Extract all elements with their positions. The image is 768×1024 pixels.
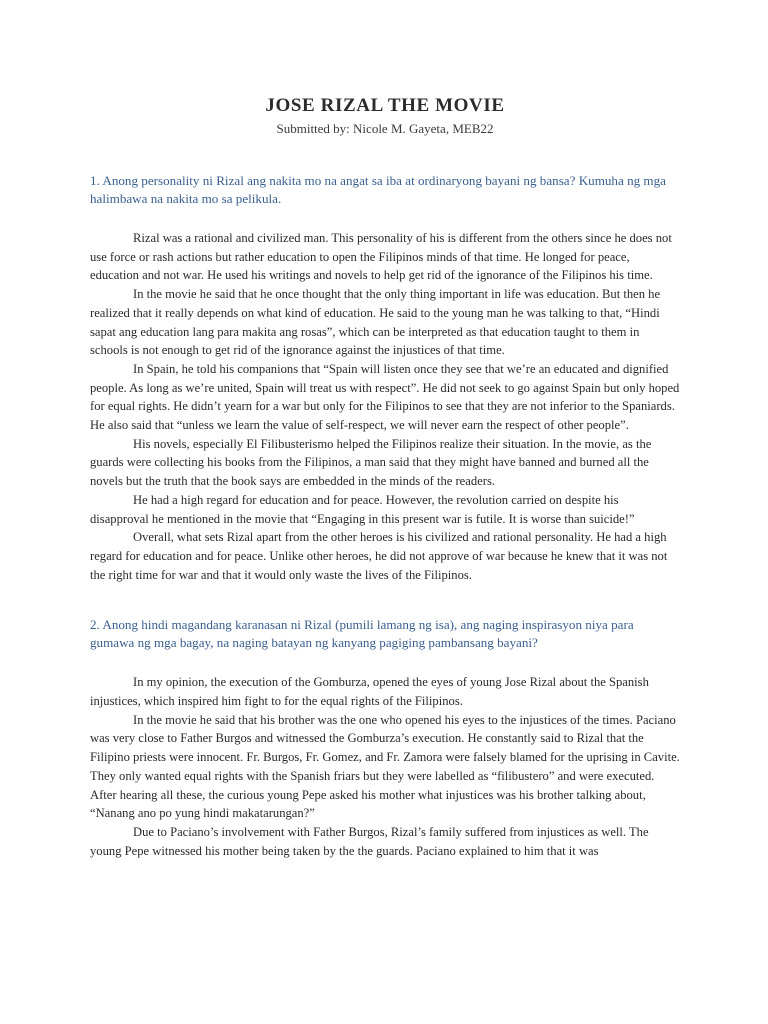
paragraph: In Spain, he told his companions that “Spain will listen once they see that we’re an educated and dignified people. As long as we’re united, Spain will treat us with respect”. He did not seek to go against Spain but only hoped for equal rights. He didn’t yearn for a war but only for the Filipinos to see that they are not inferior to the Spaniards. He also said that “unless we learn the value of self-respect, we will never earn the respect of other people”. [90, 361, 680, 433]
paragraph: He had a high regard for education and for peace. However, the revolution carried on despite his disapproval he mentioned in the movie that “Engaging in this present war is futile. It is worse than suicide!” [90, 492, 635, 526]
author-line: Submitted by: Nicole M. Gayeta, MEB22 [276, 121, 494, 136]
section-2 [90, 616, 680, 860]
section-1 [90, 172, 680, 584]
paragraph: In the movie he said that his brother was the one who opened his eyes to the injustices of the times. Paciano was very close to Father Burgos and witnessed the Gomburza’s execution. He constantly said to Rizal that the Filipino priests were innocent. Fr. Burgos, Fr. Gomez, and Fr. Zamora were falsely blamed for the uprising in Cavite. They only wanted equal rights with the Spanish friars but they were labelled as “filibustero” and were executed. After hearing all these, the curious young Pepe asked his mother what injustices was his brother talking about, “Nanang ano po yung hindi makatarungan?” [90, 712, 680, 821]
paragraph: His novels, especially El Filibusterismo helped the Filipinos realize their situation. In the movie, as the guards were collecting his books from the Filipinos, a man said that they might have banned and burned all the novels but the truth that the book says are embedded in the minds of the readers. [90, 436, 652, 489]
paragraph: Overall, what sets Rizal apart from the other heroes is his civilized and rational personality. He had a high regard for education and for peace. Unlike other heroes, he did not approve of war because he knew that it was not the right time for war and that it would only waste the lives of the Filipinos. [90, 530, 668, 582]
paragraph: In the movie he said that he once thought that the only thing important in life was education. But then he realized that it really depends on what kind of education. He said to the young man he was talking to that, “Hindi sapat ang education lang para makita ang rosas”, which can be interpreted as that education taught to them in schools is not enough to get rid of the ignorance against the injustices of that time. [90, 287, 661, 358]
page-title: JOSE RIZAL THE MOVIE [265, 95, 505, 116]
question-2: 2. Anong hindi magandang karanasan ni Rizal (pumili lamang ng isa), ang naging inspirasyon niya para gumawa ng mga bagay, na naging batayan ng kanyang pagiging pambansang bayani? [90, 617, 634, 651]
answer-1 [90, 229, 680, 584]
paragraph: Due to Paciano’s involvement with Father Burgos, Rizal’s family suffered from injustices as well. The young Pepe witnessed his mother being taken by the the guards. Paciano explained to him that it was [90, 824, 649, 858]
paragraph: Rizal was a rational and civilized man. This personality of his is different from the others since he does not use force or rash actions but rather education to open the Filipinos minds of that time. He longed for peace, education and not war. He used his writings and novels to help get rid of the ignorance of the Filipinos his time. [90, 231, 672, 283]
answer-2 [90, 673, 680, 860]
paragraph: In my opinion, the execution of the Gomburza, opened the eyes of young Jose Rizal about the Spanish injustices, which inspired him fight to for the equal rights of the Filipinos. [90, 675, 649, 709]
question-1: 1. Anong personality ni Rizal ang nakita mo na angat sa iba at ordinaryong bayani ng bansa? Kumuha ng mga halimbawa na nakita mo sa pelikula. [90, 173, 666, 206]
